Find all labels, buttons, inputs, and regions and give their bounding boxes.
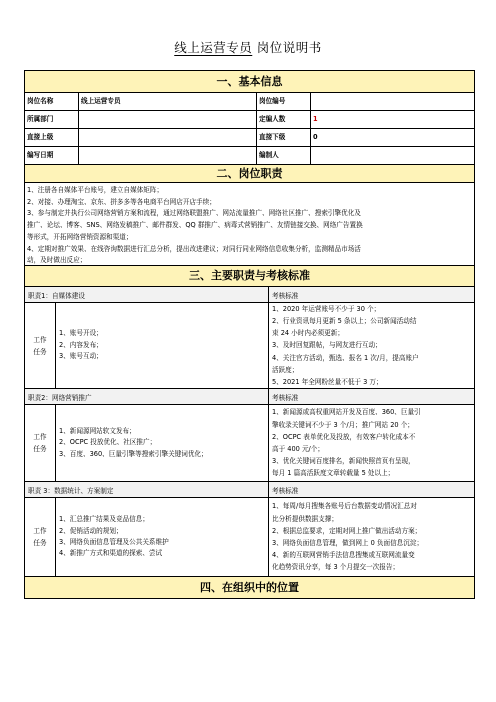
standard-line: 每月 1 篇高活跃度文章转载量 5 处以上； [272, 469, 395, 478]
label-direct-superior: 直接上级 [25, 129, 79, 146]
task-item: 2、促销活动的规划； [59, 526, 123, 535]
duty-block-1 [25, 303, 474, 389]
duty-line: 推广、论坛、博客、SNS、网络发稿推广、邮件群发、QQ 群推广、病毒式营销推广、友情链接交换、网络广告置换 [27, 221, 363, 230]
title-job-name: 线上运营专员 [174, 40, 253, 55]
value-direct-subordinate: 0 [313, 133, 318, 142]
standard-line: 5、2021 年全网粉丝量不低于 3 万； [272, 377, 383, 386]
work-task-label-text: 工作任务 [33, 433, 47, 453]
task-item: 2、OCPC 投放优化、社区推广； [59, 438, 157, 447]
work-task-label [25, 405, 56, 481]
task-item: 2、内容发布； [59, 340, 103, 349]
task-item: 3、网络负面信息管理及公共关系维护 [59, 538, 169, 546]
label-author: 编制人 [257, 147, 311, 164]
standard-line: 4、新的互联网营销手法信息搜集或互联网流量变 [272, 551, 415, 560]
work-task-label-text: 工作任务 [33, 527, 47, 547]
basic-row-3 [25, 129, 474, 147]
label-direct-subordinate: 直接下级 [257, 129, 311, 146]
standard-line: 2、行业资讯每月更新 5 条以上；公司新闻活动结 [272, 317, 417, 326]
duty-line: 2、对接、办理淘宝、京东、拼多多等各电商平台网店开店手续； [27, 197, 216, 206]
work-task-label [25, 498, 56, 576]
duty-line: 4、定期对推广效果、在线咨询数据进行汇总分析，提出改进建议；对同行同业网络信息收集分析，监测精品市场活 [27, 244, 361, 253]
basic-row-1 [25, 93, 474, 111]
duty-line: 动，及时做出反应； [27, 256, 87, 265]
standard-line: 1、新闻源或高权重网站开发及百度、360、巨量引 [272, 408, 421, 417]
duty-3-standards [269, 498, 474, 576]
task-item: 1、汇总推广结果及竞品信息； [59, 515, 149, 524]
duty-block-1-header [25, 287, 474, 303]
basic-row-2 [25, 111, 474, 129]
task-item: 3、账号互动； [59, 352, 103, 361]
standard-line: 擎收录关键词不少于 3 个/月；推广网站 20 个； [272, 420, 414, 429]
duty-2-standard-title: 考核标准 [272, 393, 299, 402]
standard-line: 1、2020 年运营账号不少于 30 个； [272, 305, 381, 313]
duty-3-title: 职责 3：数据统计、方案制定 [25, 482, 269, 497]
value-write-date [79, 147, 257, 164]
duties-text [25, 183, 474, 266]
standard-line: 3、优化关键词百度排名，新闻快照首页有呈现， [272, 457, 415, 466]
duty-2-items [56, 405, 269, 481]
title-suffix: 岗位说明书 [252, 40, 322, 55]
standard-line: 活跃度； [272, 365, 299, 374]
document-title [0, 38, 496, 56]
task-item: 1、账号开设； [59, 329, 103, 338]
duty-2-standards [269, 405, 474, 481]
value-headcount: 1 [313, 115, 318, 124]
standard-line: 束 24 小时内必须更新； [272, 329, 344, 338]
duty-block-2-header [25, 389, 474, 405]
job-description-sheet [24, 70, 475, 599]
duty-3-items [56, 498, 269, 576]
value-author [311, 147, 474, 164]
duty-1-standard-title: 考核标准 [272, 291, 299, 300]
duty-3-standard-title: 考核标准 [272, 486, 299, 495]
value-job-name: 线上运营专员 [79, 93, 257, 110]
duty-block-3-header [25, 482, 474, 498]
standard-line: 3、网络负面信息管理，做到网上 0 负面信息沉淀； [272, 539, 424, 547]
task-item: 4、新推广方式和渠道的探索、尝试 [59, 549, 163, 558]
label-job-name: 岗位名称 [25, 93, 79, 110]
duty-block-3 [25, 498, 474, 577]
standard-line: 4、关注官方活动，甄选、报名 1 次/月，提高账户 [272, 353, 419, 362]
task-item: 1、新闻源网站软文发布； [59, 426, 136, 435]
duty-2-title: 职责2：网络营销推广 [25, 389, 269, 404]
value-direct-superior [79, 129, 257, 146]
duty-1-standards [269, 303, 474, 388]
standard-line: 2、OCPC 表单优化及投放，有效客户转化成本不 [272, 432, 416, 441]
value-department [79, 111, 257, 128]
value-job-code [311, 93, 474, 110]
duty-line: 等形式，开拓网络营销资源和渠道； [27, 232, 133, 241]
duty-1-title: 职责1：自媒体建设 [25, 287, 269, 302]
label-department: 所属部门 [25, 111, 79, 128]
standard-line: 高于 400 元/个； [272, 445, 324, 453]
duty-line: 1、注册各自媒体平台账号，建立自媒体矩阵； [27, 186, 164, 194]
label-headcount: 定编人数 [257, 111, 311, 128]
standard-line: 2、根据总监要求，定期对网上推广做出活动方案； [272, 526, 422, 535]
work-task-label [25, 303, 56, 388]
standard-line: 化趋势资讯分享，每 3 个月提交一次报告； [272, 563, 400, 572]
standard-line: 3、及时回复跟帖，与网友进行互动； [272, 341, 382, 350]
label-job-code: 岗位编号 [257, 93, 311, 110]
duty-line: 3、参与制定并执行公司网络营销方案和流程，通过网络联盟推广、网站流量推广、网络社区推广、搜索引擎优化及 [27, 209, 361, 218]
standard-line: 1、每周/每月搜集各账号后台数据变动情况汇总对 [272, 502, 417, 511]
standard-line: 比分析提供数据支撑； [272, 514, 338, 523]
task-item: 3、百度、360、巨量引擎等搜索引擎关键词优化； [59, 449, 208, 458]
basic-row-4 [25, 147, 474, 165]
section-main-duties-header: 三、主要职责与考核标准 [25, 266, 474, 287]
section-duties-header: 二、岗位职责 [25, 165, 474, 183]
section-org-position-header: 四、在组织中的位置 [25, 577, 474, 598]
label-write-date: 编写日期 [25, 147, 79, 164]
work-task-label-text: 工作任务 [33, 335, 47, 356]
duty-1-items [56, 303, 269, 388]
duty-block-2 [25, 405, 474, 482]
section-basic-info-header: 一、基本信息 [25, 71, 474, 93]
